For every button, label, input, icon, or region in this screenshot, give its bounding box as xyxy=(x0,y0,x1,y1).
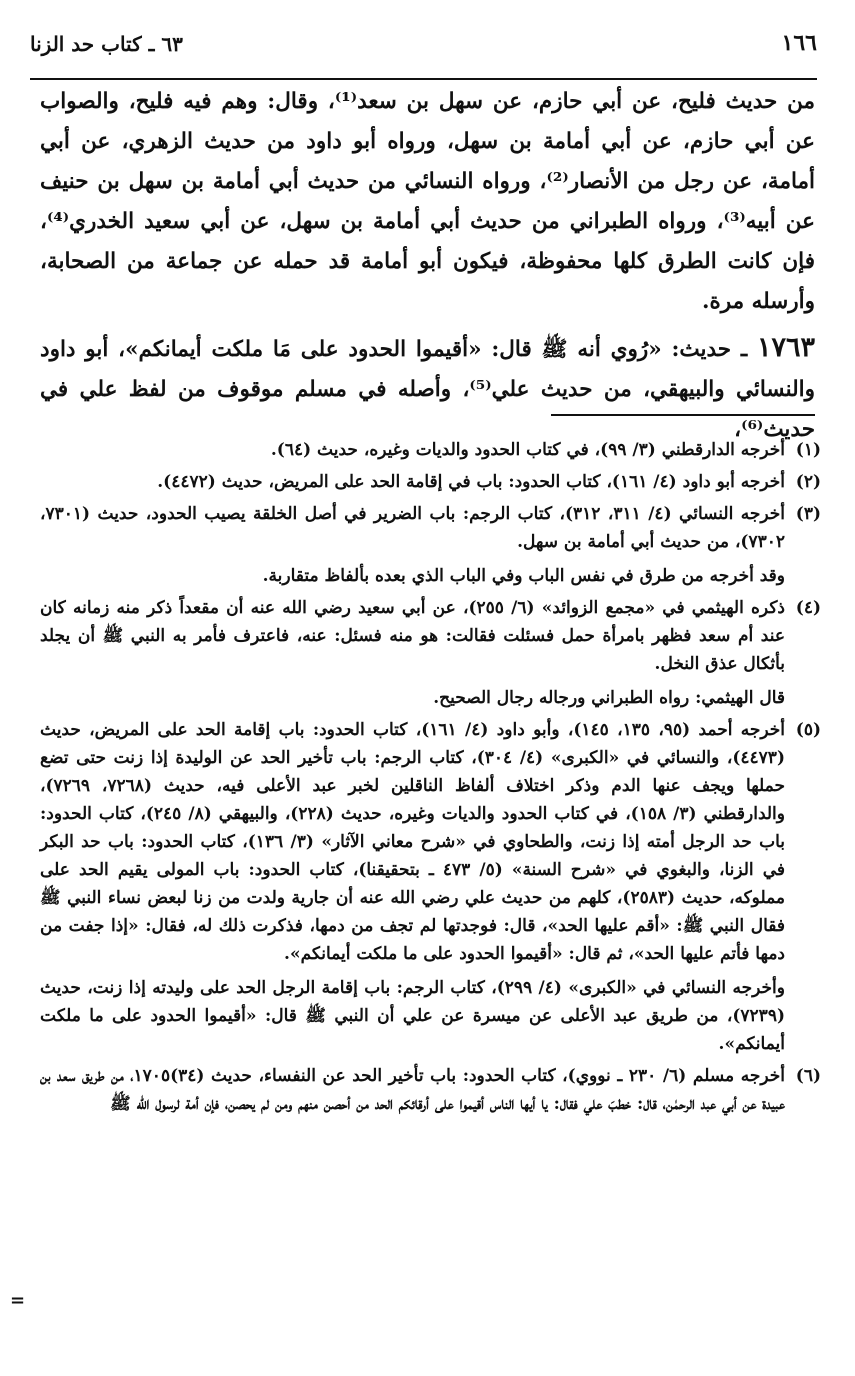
footnote-2 xyxy=(40,468,821,496)
footnote-text: ذكره الهيثمي في «مجمع الزوائد» (٦/ ٢٥٥)، عن أبي سعيد رضي الله عنه أن مقعداً ذكر منه زمانه كان عند أم سعد فظهر بامرأة حمل فسئلت فقالت: هو منه فسئل: عنه، فاعترف فأمر به النبي ﷺ أن يجلد بأثكال عذق النخل. xyxy=(40,598,785,674)
footnote-text: أخرجه مسلم (٦/ ٢٣٠ ـ نووي)، كتاب الحدود: باب تأخير الحد عن النفساء، حديث (٣٤)١٧٠٥، من طريق سعد بن عبيدة عن أبي عبد الرحمٰن، قال: خطبَ علي فقال: يا أيها الناس أقيموا على أرقائكم الحد من أحصن منهم ومن لم يحصن، فإن أمة لرسول الله ﷺ xyxy=(40,1066,785,1114)
entry-number: ١٧٦٣ xyxy=(756,332,815,363)
hadith-entry xyxy=(40,328,815,450)
page-header xyxy=(30,30,817,80)
entry-text: ـ حديث: «رُوي أنه ﷺ قال: «أقيموا الحدود على مَا ملكت أيمانكم»، أبو داود والنسائي والبيهقي، من حديث علي⁽⁵⁾، وأصله في مسلم موقوف من لفظ علي في حديث⁽⁶⁾، xyxy=(40,337,815,442)
footnote-marker: (٦) xyxy=(795,1066,821,1086)
footnote-marker: (٢) xyxy=(795,472,821,492)
footnote-separator xyxy=(551,414,815,416)
footnote-4 xyxy=(40,594,821,712)
footnote-6 xyxy=(40,1062,821,1118)
footnote-extra-text: قال الهيثمي: رواه الطبراني ورجاله رجال الصحيح. xyxy=(433,688,785,708)
footnotes xyxy=(40,436,821,1122)
footnote-5 xyxy=(40,716,821,1058)
footnote-1 xyxy=(40,436,821,464)
footnote-marker: (١) xyxy=(795,440,821,460)
footnote-3 xyxy=(40,500,821,590)
page-number: ١٦٦ xyxy=(781,30,817,56)
continuation-mark: = xyxy=(10,1290,26,1311)
main-text xyxy=(40,82,815,450)
chapter-title: ٦٣ ـ كتاب حد الزنا xyxy=(30,32,183,56)
footnote-text: أخرجه النسائي (٤/ ٣١١، ٣١٢)، كتاب الرجم: باب الضرير في أصل الخلقة يصيب الحدود، حديث (٧٣٠١، ٧٣٠٢)، من حديث أبي أمامة بن سهل. xyxy=(40,504,785,552)
footnote-text: أخرجه أحمد (٩٥، ١٣٥، ١٤٥)، وأبو داود (٤/ ١٦١)، كتاب الحدود: باب إقامة الحد على المريض، حديث (٤٤٧٣)، والنسائي في «الكبرى» (٤/ ٣٠٤)، كتاب الرجم: باب تأخير الحد عن الوليدة إذا زنت حتى تضع حملها ويجف عنها الدم وذكر اختلاف ألفاظ الناقلين لخبر عبد الأعلى فيه، حديث (٧٢٦٨، ٧٢٦٩)، والدارقطني (٣/ ١٥٨)، في كتاب الحدود والديات وغيره، حديث (٢٢٨)، والبيهقي (٨/ ٢٤٥)، كتاب الحدود: باب حد الرجل أمته إذا زنت، والطحاوي في «شرح معاني الآثار» (٣/ ١٣٦)، كتاب الحدود: باب حد البكر في الزنا، والبغوي في «شرح السنة» (٥/ ٤٧٣ ـ بتحقيقنا)، كتاب الحدود: باب المولى يقيم الحد على مملوكه، حديث (٢٥٨٣)، كلهم من حديث علي رضي الله عنه أن جارية ولدت من زنا لبعض نساء النبي ﷺ فقال النبي ﷺ: «أقم عليها الحد»، قال: فوجدتها لم تجف من دمها، فذكرت ذلك له، فقال: «إذا جفت من دمها فأتم عليها الحد»، ثم قال: «أقيموا الحدود على ما ملكت أيمانكم». xyxy=(40,720,786,964)
footnote-text: أخرجه أبو داود (٤/ ١٦١)، كتاب الحدود: باب في إقامة الحد على المريض، حديث (٤٤٧٢). xyxy=(157,472,785,492)
footnote-marker: (٥) xyxy=(795,720,821,740)
footnote-marker: (٣) xyxy=(795,504,821,524)
main-paragraph: من حديث فليح، عن أبي حازم، عن سهل بن سعد⁽¹⁾، وقال: وهم فيه فليح، والصواب عن أبي حازم، عن أبي أمامة بن سهل، ورواه أبو داود من حديث الزهري، عن أبي أمامة، عن رجل من الأنصار⁽²⁾، ورواه النسائي من حديث أبي أمامة بن سهل بن حنيف عن أبيه⁽³⁾، ورواه الطبراني من حديث أبي أمامة بن سهل، عن أبي سعيد الخدري⁽⁴⁾، فإن كانت الطرق كلها محفوظة، فيكون أبو أمامة قد حمله عن جماعة من الصحابة، وأرسله مرة. xyxy=(40,89,816,314)
footnote-marker: (٤) xyxy=(795,598,821,618)
footnote-text: أخرجه الدارقطني (٣/ ٩٩)، في كتاب الحدود والديات وغيره، حديث (٦٤). xyxy=(270,440,785,460)
footnote-extra-text: وأخرجه النسائي في «الكبرى» (٤/ ٢٩٩)، كتاب الرجم: باب إقامة الرجل الحد على وليدته إذا زنت، حديث (٧٢٣٩)، من طريق عبد الأعلى عن ميسرة عن علي أن النبي ﷺ قال: «أقيموا الحدود على ما ملكت أيمانكم». xyxy=(40,978,785,1054)
footnote-extra-text: وقد أخرجه من طرق في نفس الباب وفي الباب الذي بعده بألفاظ متقاربة. xyxy=(262,566,785,586)
